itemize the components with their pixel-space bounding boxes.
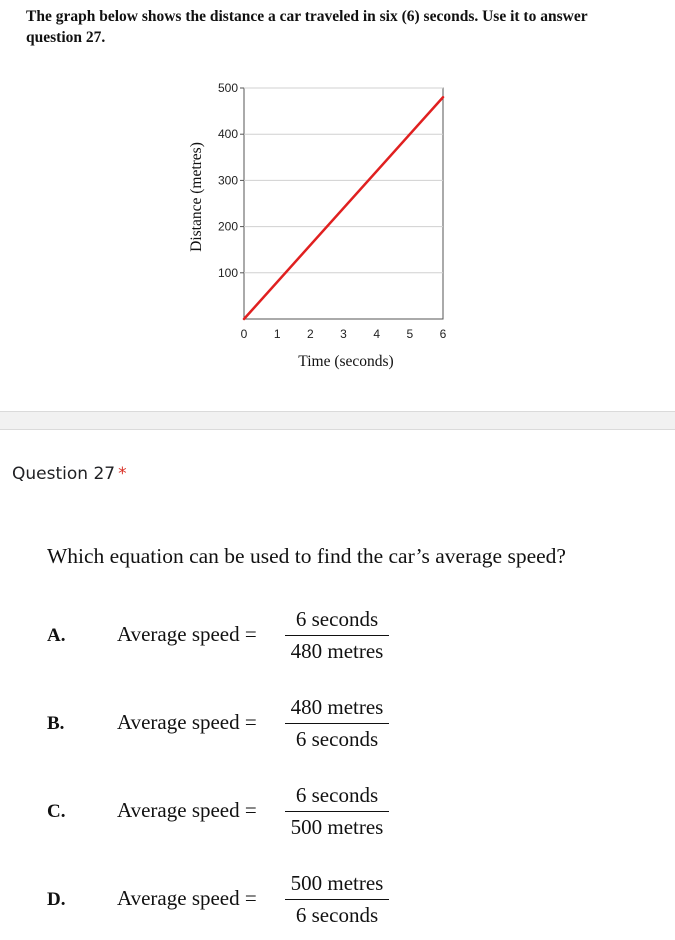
fraction-denominator: 480 metres (290, 639, 384, 663)
option-fraction (283, 606, 391, 665)
y-tick-label: 300 (217, 173, 238, 188)
option-label: Average speed = (117, 710, 257, 734)
x-axis-title: Time (seconds) (298, 353, 394, 370)
option-fraction (283, 694, 391, 753)
fraction-bar (285, 723, 389, 724)
y-axis-title: Distance (metres) (188, 142, 205, 252)
x-tick-label: 5 (406, 327, 414, 341)
intro-line-1: The graph below shows the distance a car traveled in six (6) seconds. Use it to answer (26, 8, 588, 25)
option-label: Average speed = (117, 622, 257, 646)
required-asterisk: * (118, 464, 127, 484)
x-tick-labels (241, 327, 447, 341)
x-tick-label: 4 (373, 327, 381, 341)
question-title-text: Question 27 (12, 464, 116, 484)
fraction-numerator: 500 metres (290, 871, 384, 895)
intro-line-2: question 27. (26, 29, 106, 46)
section-divider (0, 411, 675, 430)
fraction-denominator: 500 metres (290, 815, 384, 839)
x-tick-label: 2 (306, 327, 314, 341)
chart-svg (0, 0, 675, 400)
x-tick-label: 1 (273, 327, 281, 341)
y-tick-label: 100 (217, 265, 238, 280)
option-fraction (283, 870, 391, 929)
option-c[interactable] (0, 782, 675, 842)
distance-time-chart (0, 0, 675, 400)
fraction-bar (285, 899, 389, 900)
question-title (12, 464, 127, 484)
option-b[interactable] (0, 694, 675, 754)
y-tick-labels (218, 81, 238, 280)
fraction-numerator: 6 seconds (295, 607, 379, 631)
fraction-bar (285, 811, 389, 812)
y-tick-label: 500 (217, 81, 238, 95)
x-tick-label: 6 (439, 327, 447, 341)
fraction-numerator: 6 seconds (295, 783, 379, 807)
option-letter: B. (47, 713, 65, 734)
fraction-numerator: 480 metres (290, 695, 384, 719)
option-a[interactable] (0, 606, 675, 666)
y-tick-label: 400 (217, 127, 238, 142)
option-fraction (283, 782, 391, 841)
fraction-bar (285, 635, 389, 636)
option-label: Average speed = (117, 886, 257, 910)
x-tick-label: 3 (340, 327, 347, 341)
option-letter: A. (47, 625, 66, 646)
y-tick-label: 200 (217, 219, 238, 234)
x-tick-label: 0 (240, 327, 248, 341)
option-d[interactable] (0, 870, 675, 930)
option-letter: D. (47, 889, 66, 910)
fraction-denominator: 6 seconds (295, 903, 379, 927)
fraction-denominator: 6 seconds (295, 727, 379, 751)
question-text: Which equation can be used to find the car’s average speed? (47, 544, 566, 568)
option-letter: C. (47, 801, 66, 822)
option-label: Average speed = (117, 798, 257, 822)
